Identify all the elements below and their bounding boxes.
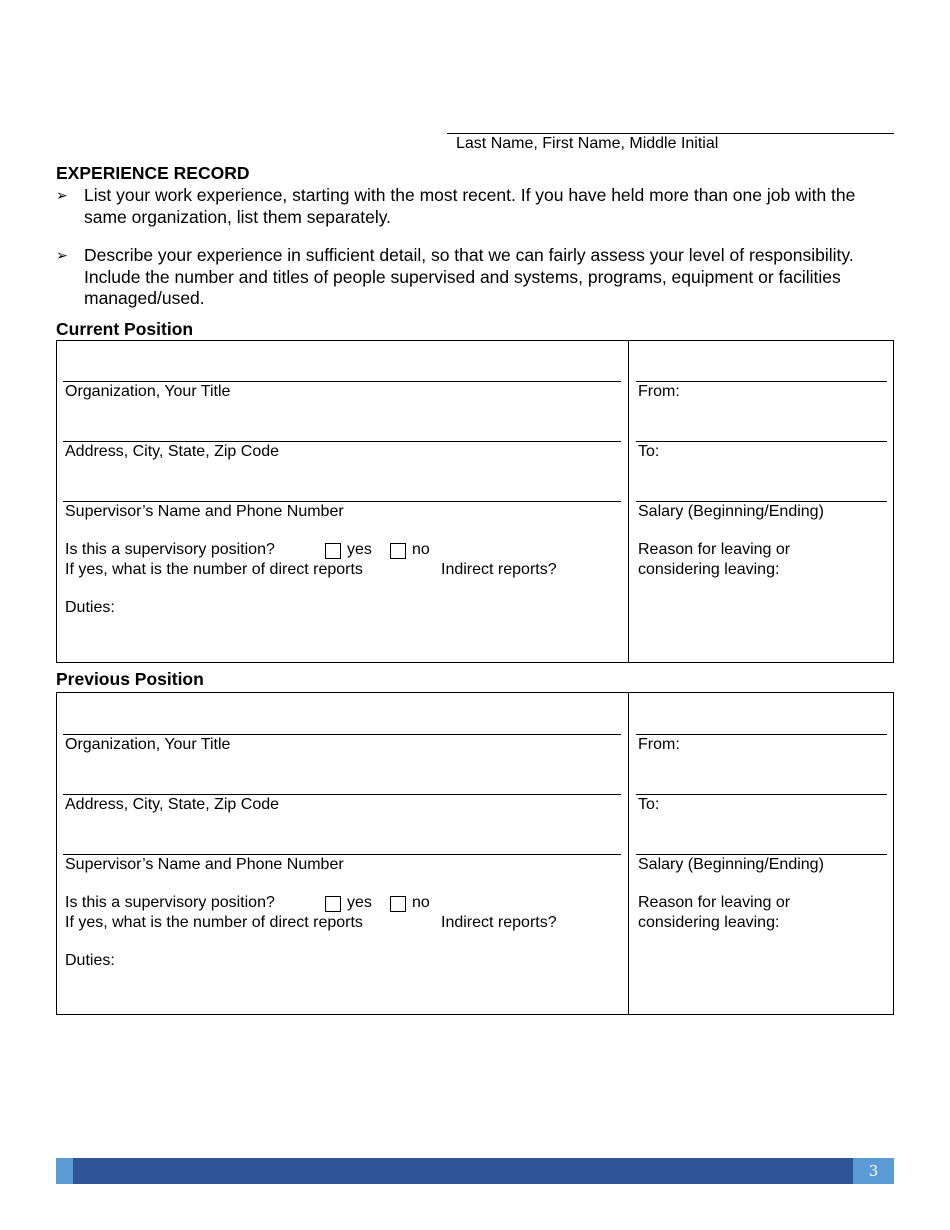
address-input-line[interactable] (63, 794, 621, 795)
reason-label: Reason for leaving or (638, 894, 791, 911)
supervisor-input-line[interactable] (63, 854, 621, 855)
organization-title-label: Organization, Your Title (65, 736, 231, 753)
no-checkbox[interactable] (390, 543, 406, 559)
supervisor-label: Supervisor’s Name and Phone Number (65, 503, 344, 520)
footer-accent (56, 1158, 73, 1184)
no-checkbox[interactable] (390, 896, 406, 912)
section-title-current-position: Current Position (56, 319, 194, 339)
to-input-line[interactable] (636, 794, 887, 795)
from-input-line[interactable] (636, 734, 887, 735)
organization-title-input-line[interactable] (63, 381, 621, 382)
section-title-previous-position: Previous Position (56, 669, 204, 689)
current-position-box (56, 340, 894, 663)
yes-checkbox[interactable] (325, 896, 341, 912)
salary-label: Salary (Beginning/Ending) (638, 503, 824, 520)
address-input-line[interactable] (63, 441, 621, 442)
duties-label: Duties: (65, 599, 115, 616)
to-input-line[interactable] (636, 441, 887, 442)
direct-reports-label: If yes, what is the number of direct reports (65, 561, 363, 578)
name-caption: Last Name, First Name, Middle Initial (456, 135, 719, 152)
instruction-text: List your work experience, starting with the most recent. If you have held more than one job with the same organization, list them separately. (84, 185, 856, 227)
to-label: To: (638, 796, 660, 813)
supervisory-question: Is this a supervisory position? (65, 541, 275, 558)
reason-label: Reason for leaving or (638, 541, 791, 558)
no-label: no (412, 541, 430, 558)
yes-label: yes (347, 894, 372, 911)
direct-reports-label: If yes, what is the number of direct reports (65, 914, 363, 931)
yes-checkbox[interactable] (325, 543, 341, 559)
column-divider (628, 341, 629, 662)
instruction-text: Describe your experience in sufficient detail, so that we can fairly assess your level of responsibility. Include the number and titles of people supervised and systems, programs, equipment or facilities managed/used. (84, 245, 854, 308)
indirect-reports-label: Indirect reports? (441, 914, 557, 931)
reason-label-continued: considering leaving: (638, 914, 780, 931)
supervisor-label: Supervisor’s Name and Phone Number (65, 856, 344, 873)
page-number: 3 (853, 1158, 894, 1184)
supervisory-question: Is this a supervisory position? (65, 894, 275, 911)
from-label: From: (638, 383, 680, 400)
reason-label-continued: considering leaving: (638, 561, 780, 578)
name-signature-line[interactable] (447, 133, 894, 134)
from-input-line[interactable] (636, 381, 887, 382)
indirect-reports-label: Indirect reports? (441, 561, 557, 578)
salary-input-line[interactable] (636, 854, 887, 855)
to-label: To: (638, 443, 660, 460)
address-label: Address, City, State, Zip Code (65, 443, 280, 460)
salary-input-line[interactable] (636, 501, 887, 502)
salary-label: Salary (Beginning/Ending) (638, 856, 824, 873)
footer-bar (56, 1158, 894, 1184)
organization-title-label: Organization, Your Title (65, 383, 231, 400)
yes-label: yes (347, 541, 372, 558)
from-label: From: (638, 736, 680, 753)
address-label: Address, City, State, Zip Code (65, 796, 280, 813)
organization-title-input-line[interactable] (63, 734, 621, 735)
previous-position-box (56, 692, 894, 1015)
bullet-arrow-icon: ➢ (56, 187, 68, 203)
column-divider (628, 693, 629, 1014)
page-title: EXPERIENCE RECORD (56, 163, 250, 183)
no-label: no (412, 894, 430, 911)
bullet-arrow-icon: ➢ (56, 247, 68, 263)
supervisor-input-line[interactable] (63, 501, 621, 502)
duties-label: Duties: (65, 952, 115, 969)
